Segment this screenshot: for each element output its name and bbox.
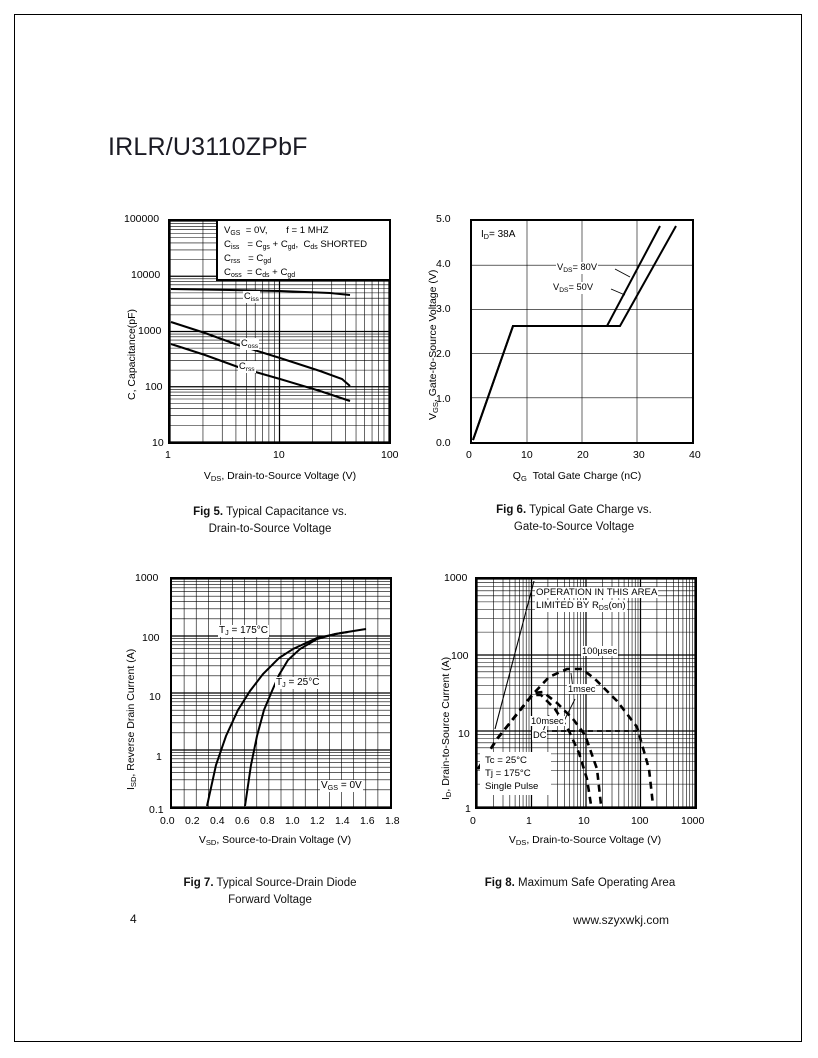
fig5-ytick: 100 bbox=[145, 381, 163, 393]
fig6-caption bbox=[414, 502, 734, 536]
fig6-xtick: 0 bbox=[466, 449, 472, 461]
fig6-ytick: 4.0 bbox=[436, 258, 451, 270]
fig8-condition-line: Single Pulse bbox=[485, 781, 539, 792]
fig7-y-axis-label: $I_{SD}$, Reverse Drain Current (A) bbox=[125, 648, 139, 790]
fig5-xtick: 1 bbox=[165, 449, 171, 461]
fig5-xtick: 100 bbox=[381, 449, 399, 461]
fig7-xtick: 1.2 bbox=[310, 815, 325, 827]
fig8-annotation-rdson-limit: LIMITED BY $R_{DS}(on)$ bbox=[536, 600, 626, 612]
fig8-ytick: 1000 bbox=[444, 572, 468, 584]
fig7-caption-text: Typical Source-Drain Diode bbox=[216, 877, 357, 889]
fig7-xtick: 1.8 bbox=[385, 815, 400, 827]
page-number: 4 bbox=[130, 912, 137, 926]
fig6-xtick: 20 bbox=[577, 449, 589, 461]
fig8-caption-label: Fig 8. bbox=[484, 877, 515, 889]
fig6-caption-text: Typical Gate Charge vs. bbox=[529, 504, 652, 516]
fig7-ytick: 1 bbox=[156, 751, 162, 763]
fig7-caption-text2: Forward Voltage bbox=[228, 894, 312, 906]
fig6-y-axis-label: $V_{GS}$, Gate-to-Source Voltage (V) bbox=[427, 269, 441, 420]
fig5-legend-box bbox=[216, 219, 391, 281]
fig5-legend-line: $V_{GS} = 0V$, f = 1 MHZ bbox=[224, 225, 329, 237]
fig8-ytick: 1 bbox=[465, 803, 471, 815]
fig6-annotation-vds50: $V_{DS}= 50V$ bbox=[553, 282, 594, 294]
fig7-annotation-tj25: $T_J = 25^\circ C$ bbox=[276, 677, 320, 690]
fig8-condition-line: Tj = 175°C bbox=[485, 768, 531, 779]
fig5-legend-line: $C_{rss} = C_{gd}$ bbox=[224, 253, 272, 265]
fig8-annotation-1msec: 1msec bbox=[568, 684, 596, 694]
fig5-caption-text2: Drain-to-Source Voltage bbox=[208, 523, 332, 535]
fig6-ytick: 2.0 bbox=[436, 348, 451, 360]
fig6-leader-lines bbox=[470, 219, 694, 444]
fig8-xtick: 1000 bbox=[681, 815, 705, 827]
fig5-ytick: 1000 bbox=[138, 325, 162, 337]
fig5-curve-ciss bbox=[171, 289, 350, 295]
fig7-xtick: 0.8 bbox=[260, 815, 275, 827]
fig6-xtick: 10 bbox=[521, 449, 533, 461]
fig5-curve-label-coss: $C_{oss}$ bbox=[241, 338, 259, 350]
fig6-annotation-id: $I_D= 38A$ bbox=[481, 229, 516, 242]
fig7-x-axis-label: $V_{SD}$, Source-to-Drain Voltage (V) bbox=[198, 834, 352, 848]
fig6-ytick: 0.0 bbox=[436, 437, 451, 449]
fig5-ytick: 100000 bbox=[124, 213, 160, 225]
fig8-ytick: 100 bbox=[451, 650, 469, 662]
fig5-caption bbox=[110, 504, 430, 538]
fig7-annotation-tj175: $T_J = 175^\circ C$ bbox=[219, 625, 269, 638]
fig5-caption-text: Typical Capacitance vs. bbox=[226, 506, 347, 518]
fig8-ytick: 10 bbox=[458, 728, 470, 740]
fig6-xtick: 30 bbox=[633, 449, 645, 461]
fig5-caption-label: Fig 5. bbox=[193, 506, 224, 518]
fig8-annotation-dc: DC bbox=[533, 730, 547, 740]
fig7-ytick: 1000 bbox=[135, 572, 159, 584]
fig6-xtick: 40 bbox=[689, 449, 701, 461]
fig5-legend-line: $C_{iss} = C_{gs} + C_{gd}$, $C_{ds}$ SHORTED bbox=[224, 239, 368, 251]
fig5-x-axis-label: $V_{DS}$, Drain-to-Source Voltage (V) bbox=[203, 470, 357, 484]
fig8-caption bbox=[420, 875, 740, 892]
page-title: IRLR/U3110ZPbF bbox=[108, 133, 308, 161]
fig7-plot-svg bbox=[172, 579, 390, 807]
fig7-xtick: 0.0 bbox=[160, 815, 175, 827]
fig8-annotation-10msec: 10msec bbox=[531, 716, 564, 726]
fig7-caption-label: Fig 7. bbox=[183, 877, 214, 889]
fig6-annotation-vds80: $V_{DS}= 80V$ bbox=[557, 262, 598, 274]
fig5-y-axis-label: C, Capacitance(pF) bbox=[126, 308, 138, 400]
fig7-ytick: 10 bbox=[149, 691, 161, 703]
fig8-annotation-operation-area: OPERATION IN THIS AREA bbox=[536, 587, 658, 598]
fig7-plot-frame bbox=[170, 577, 392, 809]
fig7-annotation-vgs: $V_{GS} = 0V$ bbox=[321, 780, 362, 793]
fig5-ytick: 10000 bbox=[131, 269, 161, 281]
fig7-xtick: 1.6 bbox=[360, 815, 375, 827]
fig8-xtick: 10 bbox=[578, 815, 590, 827]
fig5-legend-line: $C_{oss} = C_{ds} + C_{gd}$ bbox=[224, 267, 296, 279]
fig6-ytick: 1.0 bbox=[436, 393, 451, 405]
fig5-ytick: 10 bbox=[152, 437, 164, 449]
fig8-xtick: 0 bbox=[470, 815, 476, 827]
fig6-x-axis-label: $Q_G$ Total Gate Charge (nC) bbox=[512, 470, 642, 484]
fig8-xtick: 1 bbox=[526, 815, 532, 827]
fig8-condition-box bbox=[480, 752, 551, 795]
fig7-xtick: 1.0 bbox=[285, 815, 300, 827]
fig6-caption-text2: Gate-to-Source Voltage bbox=[513, 521, 635, 533]
fig6-caption-label: Fig 6. bbox=[496, 504, 527, 516]
fig7-xtick: 0.6 bbox=[235, 815, 250, 827]
footer-website: www.szyxwkj.com bbox=[573, 913, 670, 927]
fig6-ytick: 3.0 bbox=[436, 303, 451, 315]
fig8-annotation-100usec: 100µsec bbox=[582, 646, 618, 656]
fig8-condition-line: Tc = 25°C bbox=[485, 755, 527, 766]
fig5-curve-label-ciss: $C_{iss}$ bbox=[244, 291, 259, 303]
fig7-ytick: 0.1 bbox=[149, 804, 164, 816]
fig6-ytick: 5.0 bbox=[436, 213, 451, 225]
fig8-y-axis-label: $I_D$, Drain-to-Source Current (A) bbox=[440, 656, 454, 800]
fig7-caption bbox=[110, 875, 430, 909]
fig7-xtick: 1.4 bbox=[335, 815, 350, 827]
fig8-x-axis-label: $V_{DS}$, Drain-to-Source Voltage (V) bbox=[508, 834, 662, 848]
fig8-xtick: 100 bbox=[631, 815, 649, 827]
fig7-ytick: 100 bbox=[142, 632, 160, 644]
fig8-caption-text: Maximum Safe Operating Area bbox=[517, 877, 676, 889]
fig5-curve-label-crss: $C_{rss}$ bbox=[239, 361, 255, 373]
fig7-xtick: 0.4 bbox=[210, 815, 225, 827]
fig7-xtick: 0.2 bbox=[185, 815, 200, 827]
fig5-xtick: 10 bbox=[273, 449, 285, 461]
